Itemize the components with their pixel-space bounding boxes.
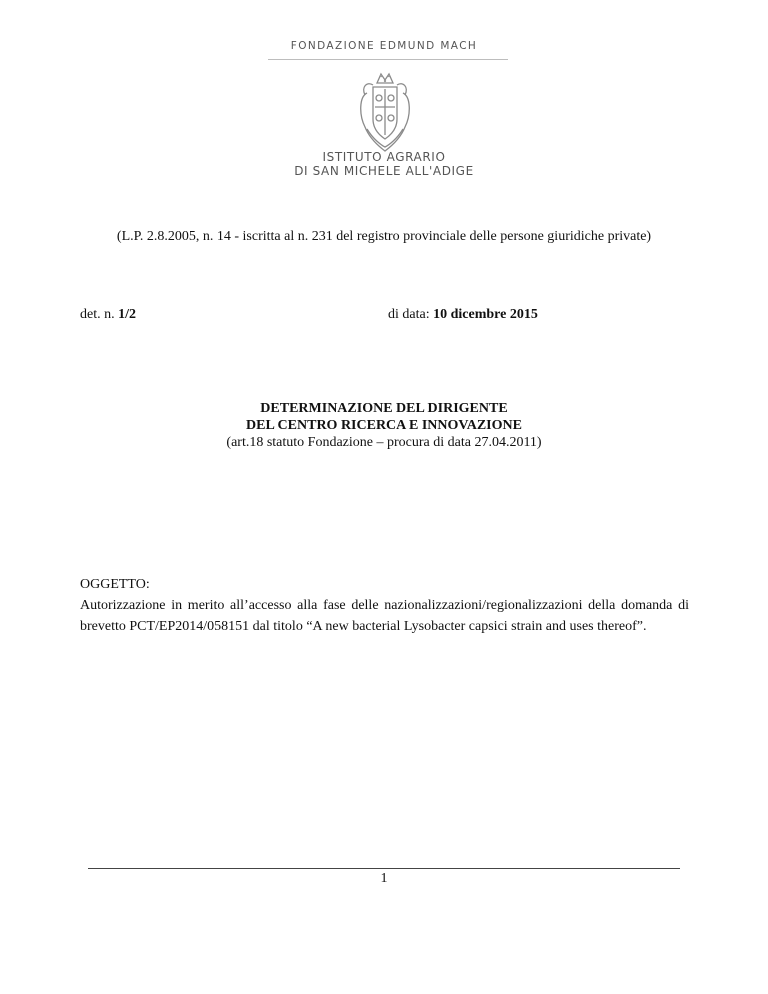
coat-of-arms-logo	[355, 71, 415, 155]
institute-name	[0, 150, 768, 178]
title-line-1: DETERMINAZIONE DEL DIRIGENTE	[260, 401, 508, 416]
subject-text: Autorizzazione in merito all’accesso alla fase delle nazionalizzazioni/regionalizzazioni della domanda di brevetto PCT/EP2014/058151 dal titolo “A new bacterial Lysobacter capsici strain and uses thereof”.	[80, 598, 689, 634]
determination-number-label: det. n.	[80, 307, 115, 322]
title-line-3: (art.18 statuto Fondazione – procura di data 27.04.2011)	[226, 435, 542, 450]
determination-number	[80, 307, 136, 323]
page-number: 1	[380, 871, 388, 886]
determination-number-value: 1/2	[118, 307, 136, 322]
header-divider	[268, 59, 508, 60]
subject-label: OGGETTO:	[80, 577, 150, 592]
institute-name-line2: DI SAN MICHELE ALL'ADIGE	[294, 164, 474, 178]
determination-date-value: 10 dicembre 2015	[433, 307, 538, 322]
organization-name: FONDAZIONE EDMUND MACH	[290, 40, 478, 52]
determination-date-label: di data:	[388, 307, 430, 322]
document-title	[0, 400, 768, 451]
footer-divider	[88, 868, 680, 869]
legal-reference: (L.P. 2.8.2005, n. 14 - iscritta al n. 231 del registro provinciale delle persone giuridiche private)	[116, 229, 652, 244]
determination-date	[388, 307, 538, 323]
subject-section	[80, 574, 689, 637]
title-line-2: DEL CENTRO RICERCA E INNOVAZIONE	[246, 418, 522, 433]
institute-name-line1: ISTITUTO AGRARIO	[322, 150, 446, 164]
